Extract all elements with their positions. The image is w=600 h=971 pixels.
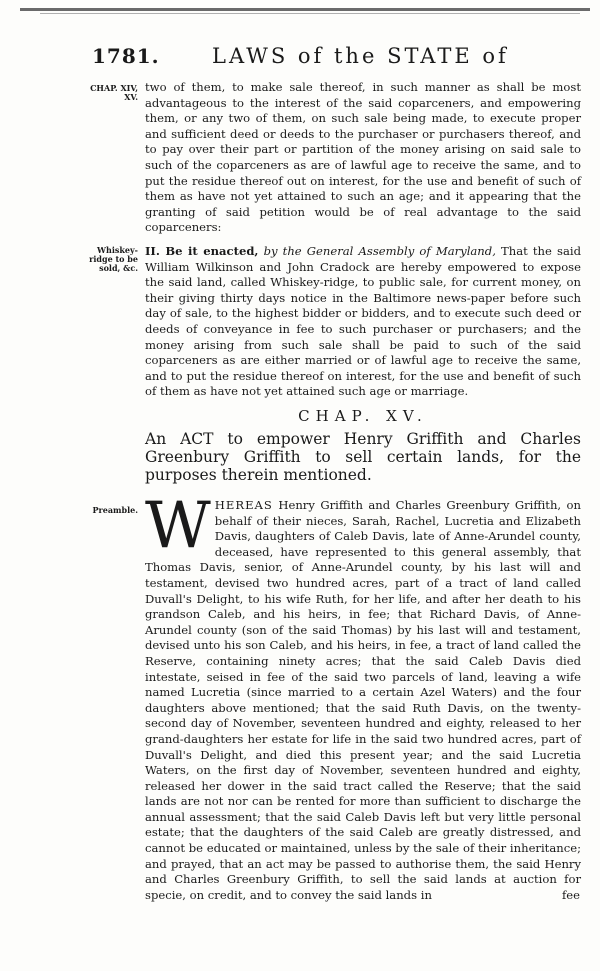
running-head bbox=[92, 44, 582, 72]
section-two-authority: by the General Assembly of Maryland, bbox=[263, 244, 496, 258]
paragraph-continuation: two of them, to make sale thereof, in such manner as shall be most advantageous to the interest of the said coparceners, and empowering them, or any two of them, on such sale being made, to execute proper and sufficient deed or deeds to the purchaser or purchasers thereof, and to pay over their part or partition of the money arising on said sale to such of the coparceners as are of lawful age to receive the same, and to put the residue thereof out on interest, for the use and benefit of such of them as have not yet attained to such an age; and it appearing that the granting of said petition would be of real advantage to the said coparceners: bbox=[145, 80, 581, 235]
top-border-rule-thin bbox=[40, 13, 580, 14]
page-title: LAWS of the STATE of bbox=[212, 44, 509, 68]
page-year: 1781. bbox=[92, 44, 160, 68]
section-two-body: That the said William Wilkinson and John Cradock are hereby empowered to expose the said land, called Whiskey-ridge, to public sale, for current money, on their giving thirty days notice in the Baltimore news-paper before such day of sale, to the highest bidder or bidders, and to execute such deed or deeds of conveyance in fee to such purchaser or purchasers; and the money arising from such sale shall be paid to such of the said coparceners as are either married or of lawful age to receive the same, and to put the residue thereof on interest, for the use and benefit of such of them as have not yet attained such age or marriage. bbox=[145, 244, 581, 399]
chapter-heading: CHAP. XV. bbox=[298, 407, 428, 425]
act-title: An ACT to empower Henry Griffith and Charles Greenbury Griffith to sell certain lands, for the purposes therein mentioned. bbox=[145, 430, 581, 484]
preamble-lead-caps: HEREAS bbox=[214, 498, 273, 512]
catchword: fee bbox=[561, 888, 580, 902]
preamble-paragraph bbox=[145, 489, 582, 903]
margin-note-preamble: Preamble. bbox=[92, 505, 138, 515]
section-two-enactment: II. Be it enacted, bbox=[145, 244, 259, 258]
top-border-rule bbox=[20, 8, 590, 11]
margin-note-whiskey-ridge: Whiskey-ridge to be sold, &c. bbox=[89, 245, 138, 273]
drop-cap-letter: W bbox=[145, 489, 211, 563]
preamble-body: Henry Griffith and Charles Greenbury Griffith, on behalf of their nieces, Sarah, Rachel, Lucretia and Elizabeth Davis, daughters of Caleb Davis, late of Anne-Arundel county, deceased, have represented to this general assembly, that Thomas Davis, senior, of Anne-Arundel county, by his last will and testament, devised two hundred acres, part of a tract of land called Duvall's Delight, to his wife Ruth, for her life, and after her death to his grandson Caleb, and his heirs, in fee; that Richard Davis, of Anne-Arundel county (son of the said Thomas) by his last will and testament, devised unto his son Caleb, and his heirs, in fee, a tract of land called the Reserve, containing ninety acres; that the said Caleb Davis died intestate, seised in fee of the said two parcels of land, leaving a wife named Lucretia (since married to a certain Azel Waters) and the four daughters above mentioned; that the said Ruth Davis, on the twenty-second day of November, seventeen hundred and eighty, released to her grand-daughters her estate for life in the said two hundred acres, part of Duvall's Delight, and died this present year; and the said Lucretia Waters, on the first day of November, seventeen hundred and eighty, released her dower in the said tract called the Reserve; that the said lands are not nor can be rented for more than sufficient to discharge the annual assessment; that the said Caleb Davis left but very little personal estate; that the daughters of the said Caleb are greatly distressed, and cannot be educated or maintained, unless by the sale of their inheritance; and prayed, that an act may be passed to authorise them, the said Henry and Charles Greenbury Griffith, to sell the said lands at auction for specie, on credit, and to convey the said lands in bbox=[145, 498, 582, 902]
margin-note-chap-ref: CHAP. XIV, XV. bbox=[90, 83, 138, 102]
paragraph-section-two bbox=[145, 244, 581, 400]
